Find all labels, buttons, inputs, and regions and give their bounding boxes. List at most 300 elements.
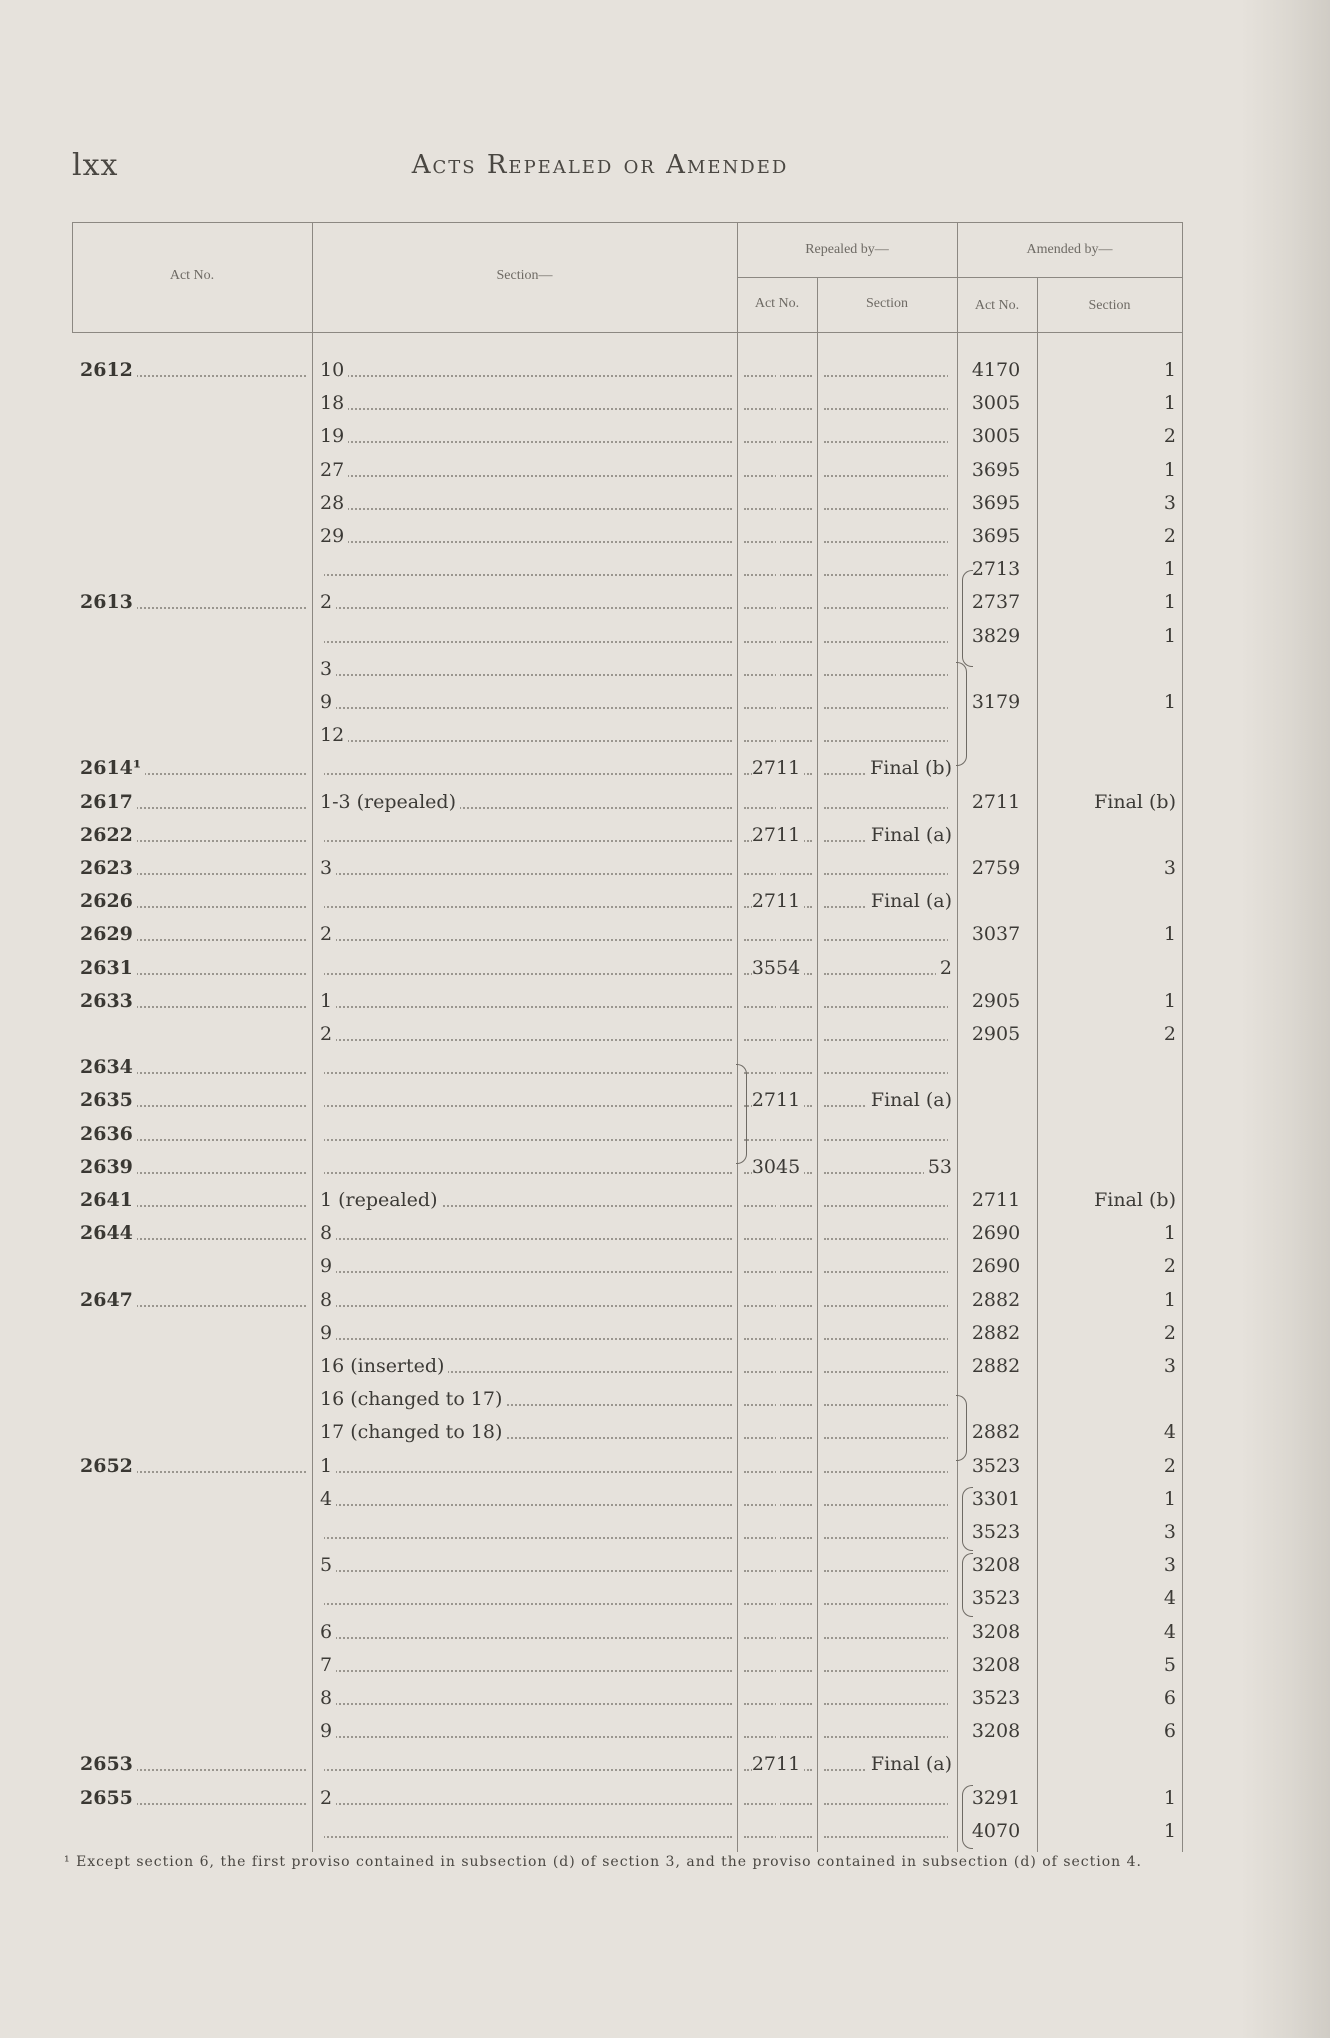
repealed-act-no <box>744 786 812 819</box>
act-number <box>80 885 306 918</box>
amended-act-no <box>964 885 1032 918</box>
act-number-text: 2612 <box>80 359 137 381</box>
act-number-text: 2623 <box>80 857 137 879</box>
amended-section-text: 5 <box>1160 1654 1176 1676</box>
section-ref <box>320 1483 732 1516</box>
act-number <box>80 1748 306 1781</box>
amended-section <box>1044 1815 1176 1848</box>
amended-act-no <box>964 653 1032 686</box>
act-number-text <box>80 525 84 547</box>
amended-section <box>1044 1184 1176 1217</box>
section-ref-text: 5 <box>320 1554 336 1576</box>
repealed-act-no <box>744 487 812 520</box>
act-number-text: 2626 <box>80 890 137 912</box>
section-ref <box>320 719 732 752</box>
repealed-section-text <box>948 359 952 381</box>
amended-act-no <box>964 1450 1032 1483</box>
amended-section <box>1044 985 1176 1018</box>
act-number-text <box>80 392 84 414</box>
table-row <box>72 1018 1182 1051</box>
repealed-section-text <box>948 1388 952 1410</box>
act-number <box>80 1516 306 1549</box>
amended-section-text: 2 <box>1160 1322 1176 1344</box>
repealed-section-text: Final (b) <box>866 757 952 779</box>
amended-act-no <box>964 752 1032 785</box>
brace-2652-5 <box>962 1553 973 1617</box>
repealed-act-no <box>744 620 812 653</box>
repealed-act-no <box>744 1284 812 1317</box>
repealed-section-text <box>948 392 952 414</box>
amended-section <box>1044 1317 1176 1350</box>
repealed-section <box>824 1715 952 1748</box>
amended-act-no-text: 2711 <box>972 1189 1024 1211</box>
amended-act-no <box>964 985 1032 1018</box>
amended-act-no-text: 2737 <box>972 591 1024 613</box>
amended-act-no-text: 3523 <box>972 1687 1024 1709</box>
amended-act-no <box>964 1815 1032 1848</box>
act-number-text <box>80 1587 84 1609</box>
repealed-section-text <box>948 1720 952 1742</box>
amended-section <box>1044 1782 1176 1815</box>
amended-section <box>1044 1383 1176 1416</box>
amended-act-no-text: 2690 <box>972 1255 1024 1277</box>
repealed-section <box>824 786 952 819</box>
repealed-act-no <box>744 1350 812 1383</box>
table-row <box>72 586 1182 619</box>
repealed-section <box>824 852 952 885</box>
amended-section-text <box>1172 1388 1176 1410</box>
table-row <box>72 354 1182 387</box>
section-ref <box>320 1748 732 1781</box>
repealed-act-no-text <box>776 492 780 514</box>
amended-act-no-text: 2905 <box>972 1023 1024 1045</box>
repealed-act-no <box>744 1748 812 1781</box>
table-row <box>72 686 1182 719</box>
repealed-section <box>824 1483 952 1516</box>
act-number <box>80 1184 306 1217</box>
amended-section <box>1044 1483 1176 1516</box>
amended-act-no <box>964 1051 1032 1084</box>
repealed-section <box>824 1616 952 1649</box>
amended-act-no-text <box>996 757 1000 779</box>
amended-section <box>1044 620 1176 653</box>
repealed-act-no-text <box>776 1554 780 1576</box>
brace-2634-2636 <box>736 1064 747 1164</box>
act-number-text <box>80 1687 84 1709</box>
act-number-text <box>80 492 84 514</box>
repealed-section-text <box>948 1687 952 1709</box>
repealed-section-text <box>948 625 952 647</box>
act-number-text: 2652 <box>80 1455 137 1477</box>
section-ref-text: 3 <box>320 658 336 680</box>
table-row <box>72 487 1182 520</box>
table-row <box>72 1284 1182 1317</box>
section-ref-text <box>320 1123 324 1145</box>
repealed-section-text <box>948 525 952 547</box>
section-ref <box>320 819 732 852</box>
repealed-section <box>824 1682 952 1715</box>
table-row <box>72 1649 1182 1682</box>
amended-act-no-text <box>996 1156 1000 1178</box>
amended-act-no <box>964 387 1032 420</box>
repealed-section-text <box>948 1455 952 1477</box>
amended-section-text: Final (b) <box>1090 1189 1176 1211</box>
amended-act-no-text <box>996 658 1000 680</box>
act-number-text: 2653 <box>80 1753 137 1775</box>
amended-section-text <box>1172 1156 1176 1178</box>
amended-section-text: 6 <box>1160 1720 1176 1742</box>
act-number <box>80 752 306 785</box>
amended-act-no-text <box>996 957 1000 979</box>
amended-act-no-text: 3695 <box>972 525 1024 547</box>
repealed-section-text <box>948 459 952 481</box>
amended-section-text: 3 <box>1160 492 1176 514</box>
amended-act-no-text: 2711 <box>972 791 1024 813</box>
amended-act-no-text <box>996 1056 1000 1078</box>
act-number-text: 2644 <box>80 1222 137 1244</box>
repealed-section <box>824 819 952 852</box>
amended-section-text: 6 <box>1160 1687 1176 1709</box>
act-number <box>80 819 306 852</box>
repealed-section <box>824 1815 952 1848</box>
section-ref-text <box>320 890 324 912</box>
repealed-section-text <box>948 990 952 1012</box>
amended-act-no <box>964 1184 1032 1217</box>
repealed-act-no <box>744 553 812 586</box>
amended-act-no <box>964 1748 1032 1781</box>
act-number <box>80 719 306 752</box>
amended-section <box>1044 1084 1176 1117</box>
brace-2655-2 <box>962 1785 973 1849</box>
repealed-act-no-text <box>776 1455 780 1477</box>
table-row <box>72 819 1182 852</box>
repealed-act-no-text <box>776 1023 780 1045</box>
table-row <box>72 1549 1182 1582</box>
repealed-section <box>824 1018 952 1051</box>
amended-act-no-text: 4170 <box>972 359 1024 381</box>
repealed-act-no <box>744 1051 812 1084</box>
amended-section <box>1044 387 1176 420</box>
act-number <box>80 1715 306 1748</box>
section-ref-text <box>320 757 324 779</box>
repealed-act-no <box>744 1483 812 1516</box>
table-row <box>72 1350 1182 1383</box>
amended-act-no-text: 3037 <box>972 923 1024 945</box>
repealed-section <box>824 1549 952 1582</box>
repealed-section <box>824 1118 952 1151</box>
amended-section-text: 2 <box>1160 1255 1176 1277</box>
repealed-section-text <box>948 1521 952 1543</box>
table-row <box>72 1516 1182 1549</box>
repealed-act-no <box>744 1084 812 1117</box>
table-row <box>72 719 1182 752</box>
section-ref-text: 2 <box>320 1787 336 1809</box>
repealed-section <box>824 1450 952 1483</box>
repealed-act-no-text <box>776 1322 780 1344</box>
amended-section-text: 1 <box>1160 591 1176 613</box>
act-number-text <box>80 1355 84 1377</box>
act-number-text <box>80 724 84 746</box>
repealed-section <box>824 1383 952 1416</box>
repealed-act-no-text <box>776 923 780 945</box>
amended-act-no-text: 3208 <box>972 1554 1024 1576</box>
repealed-act-no <box>744 520 812 553</box>
section-ref-text: 29 <box>320 525 348 547</box>
repealed-act-no <box>744 686 812 719</box>
amended-section-text: 3 <box>1160 1554 1176 1576</box>
repealed-act-no-text <box>776 1222 780 1244</box>
amended-act-no-text: 3208 <box>972 1621 1024 1643</box>
repealed-section <box>824 653 952 686</box>
amended-section-text <box>1172 658 1176 680</box>
section-ref-text <box>320 1753 324 1775</box>
act-number-text <box>80 425 84 447</box>
repealed-section-text: Final (a) <box>867 824 952 846</box>
repealed-act-no <box>744 885 812 918</box>
amended-act-no-text: 3208 <box>972 1720 1024 1742</box>
repealed-act-no-text <box>776 1521 780 1543</box>
repealed-act-no <box>744 1616 812 1649</box>
amended-act-no <box>964 420 1032 453</box>
repealed-act-no <box>744 1649 812 1682</box>
repealed-act-no-text <box>776 359 780 381</box>
section-ref <box>320 1151 732 1184</box>
act-number <box>80 1782 306 1815</box>
section-ref-text <box>320 1820 324 1842</box>
act-number <box>80 1549 306 1582</box>
repealed-act-no-text <box>776 1488 780 1510</box>
repealed-section-text <box>948 1554 952 1576</box>
table-row <box>72 1383 1182 1416</box>
repealed-section-text <box>948 591 952 613</box>
amended-act-no-text <box>996 1089 1000 1111</box>
table-row <box>72 1217 1182 1250</box>
amended-act-no-text: 2882 <box>972 1322 1024 1344</box>
amended-section <box>1044 1284 1176 1317</box>
amended-act-no <box>964 620 1032 653</box>
repealed-act-no-text: 2711 <box>752 1089 804 1111</box>
amended-act-no-text: 2882 <box>972 1421 1024 1443</box>
amended-section-text <box>1172 1753 1176 1775</box>
repealed-act-no-text <box>776 1255 780 1277</box>
repealed-section-text <box>948 1322 952 1344</box>
amended-act-no-text: 3005 <box>972 425 1024 447</box>
repealed-section <box>824 1782 952 1815</box>
amended-section <box>1044 420 1176 453</box>
amended-act-no-text: 3301 <box>972 1488 1024 1510</box>
act-number-text <box>80 459 84 481</box>
header-repealed-act-no: Act No. <box>754 296 800 311</box>
amended-section <box>1044 1416 1176 1449</box>
amended-act-no-text: 2713 <box>972 558 1024 580</box>
act-number-text: 2631 <box>80 957 137 979</box>
act-number <box>80 620 306 653</box>
repealed-act-no-text <box>776 1355 780 1377</box>
act-number-text <box>80 1421 84 1443</box>
repealed-act-no-text: 2711 <box>752 757 804 779</box>
table-right-border <box>1182 222 1183 1852</box>
page-title: Acts Repealed or Amended <box>411 150 789 180</box>
amended-act-no <box>964 686 1032 719</box>
repealed-act-no <box>744 420 812 453</box>
repealed-section-text <box>948 691 952 713</box>
amended-section <box>1044 819 1176 852</box>
table-row <box>72 1416 1182 1449</box>
act-number <box>80 1317 306 1350</box>
repealed-act-no <box>744 653 812 686</box>
section-ref <box>320 1084 732 1117</box>
act-number-text: 2629 <box>80 923 137 945</box>
amended-act-no <box>964 1118 1032 1151</box>
amended-act-no <box>964 1782 1032 1815</box>
amended-act-no <box>964 1682 1032 1715</box>
repealed-section-text <box>948 1654 952 1676</box>
amended-section <box>1044 752 1176 785</box>
repealed-section-text <box>948 1820 952 1842</box>
brace-2613-3179 <box>956 662 967 766</box>
act-number <box>80 952 306 985</box>
repealed-act-no <box>744 387 812 420</box>
act-number <box>80 1649 306 1682</box>
amended-section-text: 2 <box>1160 525 1176 547</box>
section-ref-text <box>320 1521 324 1543</box>
amended-section-text: 2 <box>1160 1023 1176 1045</box>
amended-section-text <box>1172 1056 1176 1078</box>
amended-section <box>1044 1582 1176 1615</box>
section-ref-text: 9 <box>320 1322 336 1344</box>
section-ref <box>320 586 732 619</box>
act-number <box>80 1350 306 1383</box>
section-ref <box>320 918 732 951</box>
table-row <box>72 1483 1182 1516</box>
section-ref-text: 8 <box>320 1687 336 1709</box>
repealed-act-no-text <box>776 658 780 680</box>
header-section: Section— <box>496 268 553 283</box>
table-top-border <box>72 222 1182 223</box>
repealed-section <box>824 1250 952 1283</box>
repealed-section <box>824 553 952 586</box>
repealed-act-no-text <box>776 1820 780 1842</box>
repealed-act-no-text <box>776 1587 780 1609</box>
repealed-section-text <box>948 1023 952 1045</box>
repealed-section <box>824 1317 952 1350</box>
repealed-section <box>824 1084 952 1117</box>
amended-act-no <box>964 487 1032 520</box>
section-ref <box>320 985 732 1018</box>
amended-act-no <box>964 454 1032 487</box>
section-ref-text: 27 <box>320 459 348 481</box>
repealed-act-no-text <box>776 1289 780 1311</box>
amended-section <box>1044 686 1176 719</box>
table-row <box>72 1815 1182 1848</box>
section-ref <box>320 1284 732 1317</box>
table-row <box>72 1450 1182 1483</box>
amended-act-no <box>964 1516 1032 1549</box>
amended-section <box>1044 454 1176 487</box>
section-ref-text: 8 <box>320 1222 336 1244</box>
amended-act-no <box>964 819 1032 852</box>
section-ref <box>320 1649 732 1682</box>
amended-act-no <box>964 1317 1032 1350</box>
amended-act-no-text: 2759 <box>972 857 1024 879</box>
repealed-section-text: 2 <box>936 957 952 979</box>
repealed-section-text <box>948 1787 952 1809</box>
act-number <box>80 354 306 387</box>
repealed-act-no-text <box>776 1654 780 1676</box>
table-row <box>72 852 1182 885</box>
repealed-act-no-text <box>776 459 780 481</box>
section-ref-text: 8 <box>320 1289 336 1311</box>
amended-act-no <box>964 918 1032 951</box>
amended-section <box>1044 1151 1176 1184</box>
repealed-act-no <box>744 1217 812 1250</box>
table-row <box>72 1616 1182 1649</box>
section-ref <box>320 1250 732 1283</box>
act-number <box>80 918 306 951</box>
amended-section-text <box>1172 1089 1176 1111</box>
repealed-section <box>824 520 952 553</box>
section-ref-text: 18 <box>320 392 348 414</box>
section-ref-text <box>320 625 324 647</box>
act-number <box>80 1682 306 1715</box>
amended-act-no <box>964 586 1032 619</box>
section-ref <box>320 1549 732 1582</box>
repealed-act-no <box>744 1317 812 1350</box>
act-number <box>80 1151 306 1184</box>
act-number <box>80 786 306 819</box>
act-number <box>80 1018 306 1051</box>
repealed-act-no-text <box>776 1687 780 1709</box>
act-number-text <box>80 1023 84 1045</box>
amended-section-text: 3 <box>1160 1355 1176 1377</box>
repealed-act-no-text <box>776 990 780 1012</box>
repealed-section <box>824 985 952 1018</box>
act-number-text <box>80 691 84 713</box>
amended-section-text <box>1172 890 1176 912</box>
amended-section-text: 2 <box>1160 425 1176 447</box>
amended-act-no-text: 2905 <box>972 990 1024 1012</box>
section-ref-text: 16 (inserted) <box>320 1355 448 1377</box>
act-number <box>80 1217 306 1250</box>
amended-act-no-text: 3695 <box>972 459 1024 481</box>
amended-section-text: 4 <box>1160 1421 1176 1443</box>
repealed-act-no-text <box>776 1123 780 1145</box>
section-ref-text: 3 <box>320 857 336 879</box>
acts-table <box>72 222 1182 1852</box>
repealed-act-no <box>744 985 812 1018</box>
repealed-section <box>824 952 952 985</box>
section-ref <box>320 1317 732 1350</box>
table-row <box>72 952 1182 985</box>
repealed-section <box>824 1649 952 1682</box>
amended-section-text <box>1172 1123 1176 1145</box>
table-row <box>72 454 1182 487</box>
amended-section-text: 1 <box>1160 1222 1176 1244</box>
amended-section <box>1044 1118 1176 1151</box>
repealed-section <box>824 620 952 653</box>
repealed-act-no-text <box>776 1621 780 1643</box>
section-ref <box>320 1682 732 1715</box>
repealed-act-no <box>744 1815 812 1848</box>
repealed-act-no <box>744 1549 812 1582</box>
amended-act-no-text: 3208 <box>972 1654 1024 1676</box>
amended-section-text <box>1172 824 1176 846</box>
page-number: lxx <box>72 148 119 183</box>
section-ref-text <box>320 1156 324 1178</box>
repealed-section-text <box>948 1222 952 1244</box>
repealed-act-no-text <box>776 591 780 613</box>
act-number <box>80 852 306 885</box>
